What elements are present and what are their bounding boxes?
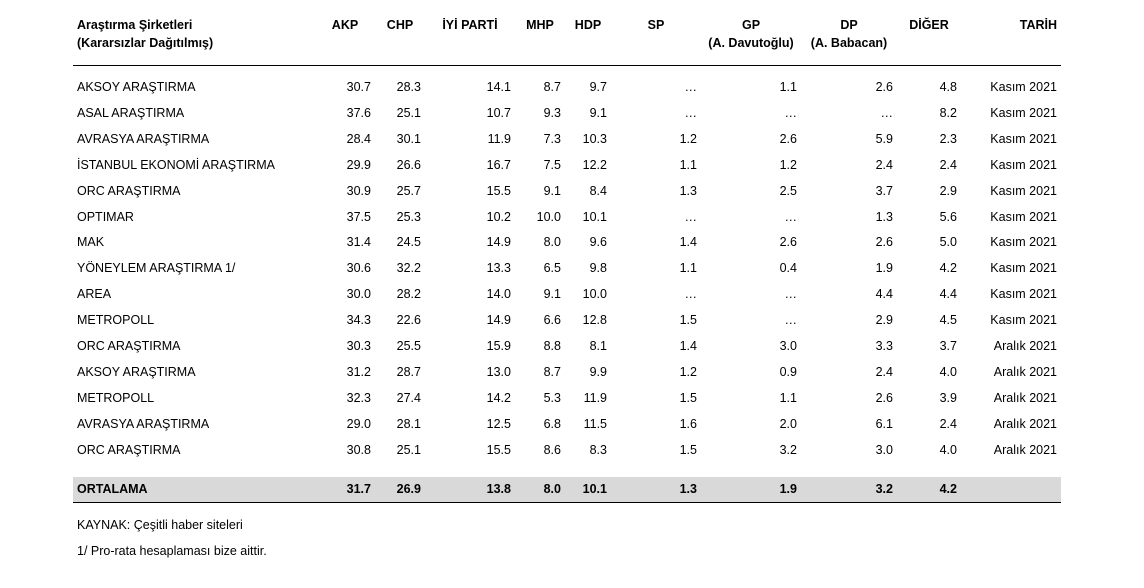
value-cell-iyi: 14.9 [486,313,511,328]
value-cell-gp: 1.9 [701,477,801,503]
value-cell-iyi: 16.7 [486,157,511,172]
value-cell-chp: 27.4 [396,390,421,405]
value-cell-iyi: 10.2 [486,209,511,224]
value-cell-chp: 25.3 [396,209,421,224]
value-cell-gp: … [784,313,797,328]
column-header-label: AKP [331,18,359,32]
value-cell-diger: 2.3 [939,131,957,146]
column-header-label: DP [840,18,858,32]
value-cell-mhp: 7.3 [543,131,561,146]
company-cell: YÖNEYLEM ARAŞTIRMA 1/ [77,261,236,276]
table-row [73,334,1061,360]
date-cell: Kasım 2021 [990,235,1057,250]
date-cell: Aralık 2021 [993,364,1057,379]
value-cell-dp: 3.0 [875,442,893,457]
value-cell-iyi: 14.9 [486,235,511,250]
column-header-akp [315,12,375,66]
value-cell-sp: 1.3 [611,477,701,503]
value-cell-akp: 32.3 [346,390,371,405]
column-header-label: DİĞER [909,18,949,32]
value-cell-chp: 28.3 [396,80,421,94]
company-cell: METROPOLL [77,390,155,405]
value-cell-hdp: 8.4 [589,183,607,198]
date-cell: Aralık 2021 [993,416,1057,431]
value-cell-iyi: 15.9 [486,339,511,354]
value-cell-akp: 29.0 [346,416,371,431]
value-cell-gp: … [784,209,797,224]
company-cell: AVRASYA ARAŞTIRMA [77,131,210,146]
value-cell-hdp: 10.1 [565,477,611,503]
header-row [73,12,1061,66]
value-cell-akp: 31.7 [315,477,375,503]
value-cell-hdp: 11.9 [583,390,607,405]
value-cell-iyi: 12.5 [486,416,511,431]
value-cell-mhp: 7.5 [543,157,561,172]
value-cell-mhp: 8.0 [515,477,565,503]
value-cell-diger: 4.8 [939,80,957,94]
value-cell-dp: … [880,105,893,120]
value-cell-mhp: 8.7 [543,80,561,94]
value-cell-diger: 2.4 [939,416,957,431]
value-cell-sp: 1.5 [679,313,697,328]
value-cell-diger: 4.2 [897,477,961,503]
value-cell-iyi: 14.0 [486,287,511,302]
value-cell-gp: 1.2 [779,157,797,172]
value-cell-diger: 2.4 [939,157,957,172]
value-cell-chp: 26.9 [375,477,425,503]
value-cell-chp: 30.1 [396,131,421,146]
value-cell-diger: 4.0 [939,442,957,457]
value-cell-dp: 6.1 [875,416,893,431]
value-cell-sp: 1.2 [679,364,697,379]
value-cell-mhp: 5.3 [543,390,561,405]
value-cell-iyi: 13.8 [425,477,515,503]
value-cell-diger: 5.6 [939,209,957,224]
value-cell-mhp: 10.0 [536,209,561,224]
column-header-sublabel: (A. Davutoğlu) [708,36,794,50]
company-cell: ORC ARAŞTIRMA [77,183,181,198]
column-header-dp [801,12,897,66]
column-header-gp [701,12,801,66]
column-header-label: HDP [574,18,602,32]
value-cell-mhp: 6.5 [543,261,561,276]
date-cell: Kasım 2021 [990,287,1057,302]
column-header-label: GP [741,18,761,32]
value-cell-mhp: 6.6 [543,313,561,328]
value-cell-akp: 30.6 [346,261,371,276]
value-cell-iyi: 15.5 [486,442,511,457]
value-cell-diger: 3.7 [939,339,957,354]
spacer-row [73,66,1061,76]
value-cell-chp: 32.2 [396,261,421,276]
value-cell-sp: 1.4 [679,339,697,354]
value-cell-dp: 2.6 [875,390,893,405]
value-cell-akp: 30.0 [346,287,371,302]
column-header-label: TARİH [1019,18,1057,32]
value-cell-sp: 1.3 [679,183,697,198]
value-cell-dp: 5.9 [875,131,893,146]
value-cell-gp: 2.5 [779,183,797,198]
table-row [73,386,1061,412]
value-cell-akp: 30.8 [346,442,371,457]
value-cell-mhp: 9.1 [543,287,561,302]
value-cell-gp: 2.6 [779,235,797,250]
value-cell-mhp: 9.1 [543,183,561,198]
value-cell-hdp: 12.8 [582,313,607,328]
date-cell: Kasım 2021 [990,80,1057,94]
table-header [73,12,1061,66]
value-cell-sp: 1.1 [679,157,697,172]
column-header-label: CHP [386,18,414,32]
value-cell-hdp: 9.1 [589,105,607,120]
value-cell-diger: 2.9 [939,183,957,198]
column-header-sublabel: (A. Babacan) [810,36,888,50]
value-cell-iyi: 13.0 [486,364,511,379]
value-cell-hdp: 9.8 [589,261,607,276]
value-cell-hdp: 8.3 [589,442,607,457]
value-cell-akp: 30.7 [346,80,371,94]
company-cell: ORC ARAŞTIRMA [77,339,181,354]
table-row [73,256,1061,282]
value-cell-iyi: 14.2 [486,390,511,405]
value-cell-dp: 2.4 [875,157,893,172]
company-cell: İSTANBUL EKONOMİ ARAŞTIRMA [77,157,275,172]
value-cell-mhp: 6.8 [543,416,561,431]
value-cell-gp: 2.0 [779,416,797,431]
column-header-label: SP [647,18,665,32]
value-cell-chp: 28.7 [396,364,421,379]
value-cell-chp: 22.6 [396,313,421,328]
value-cell-diger: 4.4 [939,287,957,302]
value-cell-gp: 3.2 [779,442,797,457]
value-cell-dp: 2.6 [875,80,893,94]
value-cell-hdp: 9.9 [589,364,607,379]
value-cell-mhp: 9.3 [543,105,561,120]
value-cell-sp: 1.5 [679,442,697,457]
table-row [73,282,1061,308]
column-header-tarih [961,12,1061,66]
value-cell-akp: 30.3 [346,339,371,354]
value-cell-sp: … [684,209,697,224]
column-header-mhp [515,12,565,66]
date-cell: Kasım 2021 [990,157,1057,172]
value-cell-akp: 29.9 [346,157,371,172]
date-cell: Kasım 2021 [990,313,1057,328]
value-cell-sp: 1.1 [679,261,697,276]
company-cell: AKSOY ARAŞTIRMA [77,364,196,379]
company-cell: AREA [77,287,112,302]
date-cell: Aralık 2021 [993,442,1057,457]
value-cell-hdp: 12.2 [582,157,607,172]
value-cell-iyi: 11.9 [487,131,511,146]
column-header-iyi [425,12,515,66]
date-cell [961,477,1061,503]
table-row [73,205,1061,231]
value-cell-mhp: 8.6 [543,442,561,457]
value-cell-dp: 2.9 [875,313,893,328]
value-cell-gp: 1.1 [779,390,797,405]
value-cell-dp: 1.9 [875,261,893,276]
value-cell-hdp: 8.1 [589,339,607,354]
value-cell-sp: 1.4 [679,235,697,250]
table-body [73,66,1061,503]
value-cell-gp: 3.0 [779,339,797,354]
spacer-cell [73,464,1061,477]
value-cell-hdp: 9.6 [589,235,607,250]
value-cell-diger: 5.0 [939,235,957,250]
table-row [73,230,1061,256]
value-cell-dp: 1.3 [875,209,893,224]
value-cell-diger: 4.5 [939,313,957,328]
value-cell-gp: 0.9 [779,364,797,379]
average-row [73,477,1061,503]
value-cell-akp: 30.9 [346,183,371,198]
company-cell: METROPOLL [77,313,155,328]
value-cell-dp: 3.2 [801,477,897,503]
company-cell: ASAL ARAŞTIRMA [77,105,185,120]
value-cell-dp: 4.4 [875,287,893,302]
date-cell: Kasım 2021 [990,261,1057,276]
value-cell-akp: 31.4 [346,235,371,250]
value-cell-akp: 31.2 [346,364,371,379]
value-cell-sp: … [684,105,697,120]
prorata-note: 1/ Pro-rata hesaplaması bize aittir. [77,544,267,558]
table-row [73,101,1061,127]
value-cell-sp: 1.6 [679,416,697,431]
value-cell-iyi: 13.3 [486,261,511,276]
table-row [73,75,1061,101]
value-cell-iyi: 15.5 [486,183,511,198]
value-cell-akp: 37.6 [346,105,371,120]
column-header-hdp [565,12,611,66]
value-cell-akp: 34.3 [346,313,371,328]
value-cell-diger: 3.9 [939,390,957,405]
value-cell-chp: 28.1 [396,416,421,431]
value-cell-hdp: 11.5 [583,416,607,431]
date-cell: Kasım 2021 [990,131,1057,146]
value-cell-chp: 24.5 [396,235,421,250]
company-cell: OPTIMAR [77,209,134,224]
value-cell-dp: 3.3 [875,339,893,354]
date-cell: Kasım 2021 [990,105,1057,120]
value-cell-diger: 8.2 [939,105,957,120]
table-row [73,412,1061,438]
value-cell-sp: 1.5 [679,390,697,405]
value-cell-sp: … [684,287,697,302]
table-row [73,179,1061,205]
column-header-company [73,12,315,66]
value-cell-hdp: 10.1 [582,209,607,224]
value-cell-gp: 1.1 [779,80,797,94]
company-cell: ORC ARAŞTIRMA [77,442,181,457]
spacer-row [73,464,1061,477]
value-cell-chp: 25.7 [396,183,421,198]
footnotes [77,512,267,564]
value-cell-dp: 3.7 [875,183,893,198]
column-header-label: İYİ PARTİ [442,18,498,32]
table-row [73,127,1061,153]
date-cell: Aralık 2021 [993,390,1057,405]
value-cell-iyi: 10.7 [486,105,511,120]
value-cell-dp: 2.6 [875,235,893,250]
value-cell-chp: 25.1 [396,442,421,457]
value-cell-hdp: 10.0 [582,287,607,302]
value-cell-diger: 4.2 [939,261,957,276]
value-cell-akp: 37.5 [346,209,371,224]
value-cell-chp: 28.2 [396,287,421,302]
column-header-chp [375,12,425,66]
company-cell: AKSOY ARAŞTIRMA [77,80,196,94]
value-cell-mhp: 8.0 [543,235,561,250]
value-cell-sp: 1.2 [679,131,697,146]
value-cell-mhp: 8.8 [543,339,561,354]
company-cell: MAK [77,235,105,250]
value-cell-iyi: 14.1 [486,80,511,94]
value-cell-sp: … [684,80,697,94]
value-cell-diger: 4.0 [939,364,957,379]
value-cell-akp: 28.4 [346,131,371,146]
column-header-diger [897,12,961,66]
value-cell-hdp: 9.7 [589,80,607,94]
column-header-sp [611,12,701,66]
date-cell: Kasım 2021 [990,183,1057,198]
date-cell: Kasım 2021 [990,209,1057,224]
value-cell-gp: … [784,105,797,120]
value-cell-gp: 0.4 [779,261,797,276]
poll-table [73,12,1061,503]
company-cell: AVRASYA ARAŞTIRMA [77,416,210,431]
value-cell-chp: 26.6 [396,157,421,172]
value-cell-chp: 25.5 [396,339,421,354]
spacer-cell [73,66,1061,76]
date-cell: Aralık 2021 [993,339,1057,354]
value-cell-gp: … [784,287,797,302]
value-cell-chp: 25.1 [396,105,421,120]
table-row [73,308,1061,334]
value-cell-mhp: 8.7 [543,364,561,379]
value-cell-dp: 2.4 [875,364,893,379]
source-note: KAYNAK: Çeşitli haber siteleri [77,518,243,532]
column-header-label: Araştırma Şirketleri [77,18,193,32]
table-row [73,153,1061,179]
value-cell-hdp: 10.3 [582,131,607,146]
column-header-label: MHP [526,18,554,32]
company-cell: ORTALAMA [73,477,315,503]
table-row [73,438,1061,464]
table-row [73,360,1061,386]
value-cell-gp: 2.6 [779,131,797,146]
column-header-sublabel: (Kararsızlar Dağıtılmış) [77,36,214,50]
